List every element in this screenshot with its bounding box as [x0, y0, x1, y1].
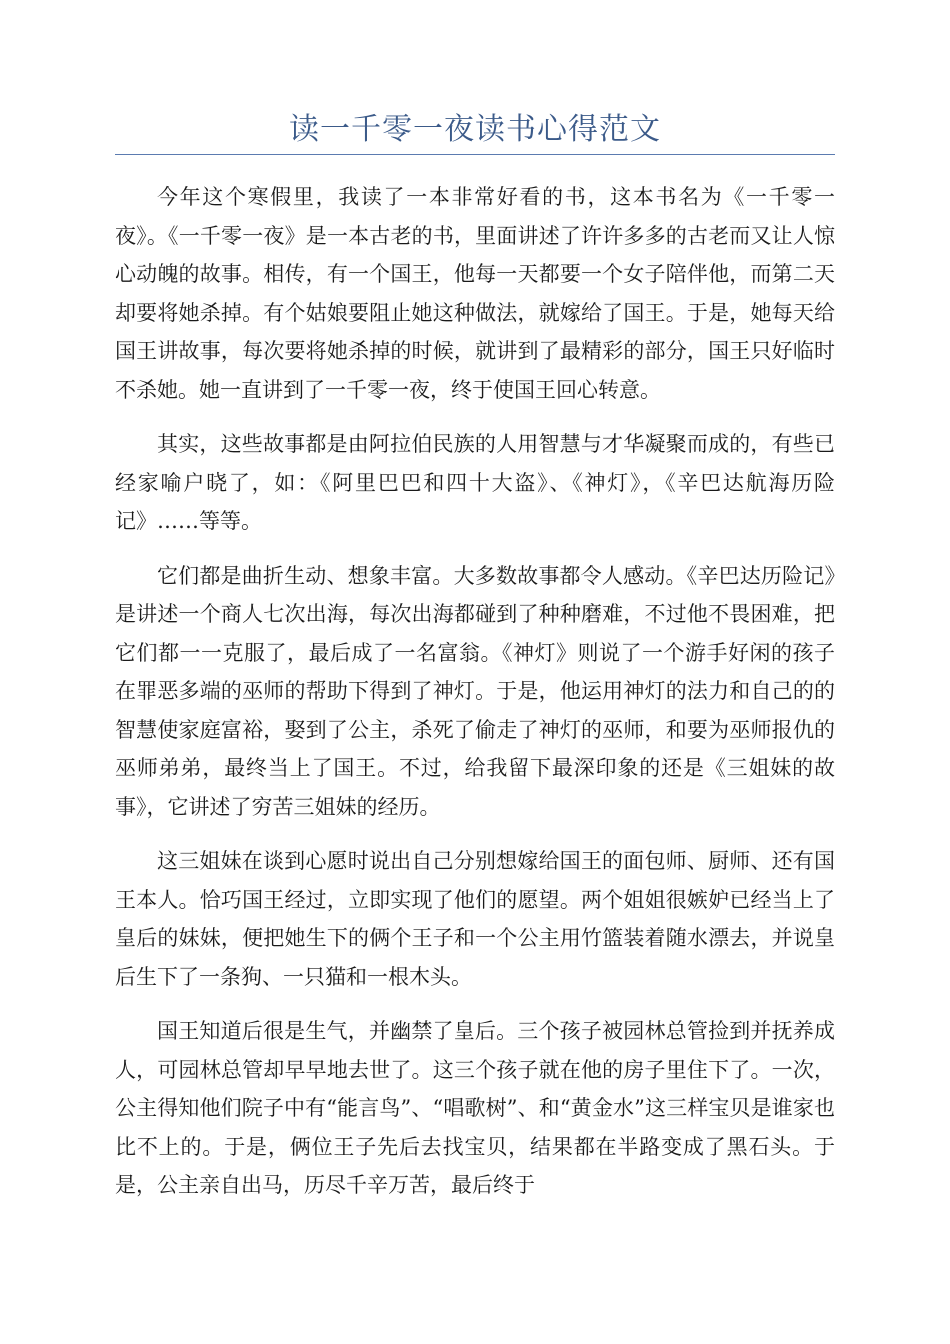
paragraph-4: 这三姐妹在谈到心愿时说出自己分别想嫁给国王的面包师、厨师、还有国王本人。恰巧国王经过，立即实现了他们的愿望。两个姐姐很嫉妒已经当上了皇后的妹妹，便把她生下的俩个王子和一个公主用竹篮装着随水漂去，并说皇后生下了一条狗、一只猫和一根木头。	[115, 849, 835, 989]
paragraph-2: 其实，这些故事都是由阿拉伯民族的人用智慧与才华凝聚而成的，有些已经家喻户晓了，如：《阿里巴巴和四十大盗》、《神灯》，《辛巴达航海历险记》……等等。	[115, 432, 835, 533]
document-title: 读一千零一夜读书心得范文	[289, 112, 661, 147]
paragraph-1: 今年这个寒假里，我读了一本非常好看的书，这本书名为《一千零一夜》。《一千零一夜》是一本古老的书，里面讲述了许许多多的古老而又让人惊心动魄的故事。相传，有一个国王，他每一天都要一个女子陪伴他，而第二天却要将她杀掉。有个姑娘要阻止她这种做法，就嫁给了国王。于是，她每天给国王讲故事，每次要将她杀掉的时候，就讲到了最精彩的部分，国王只好临时不杀她。她一直讲到了一千零一夜，终于使国王回心转意。	[115, 185, 835, 402]
paragraph-3: 它们都是曲折生动、想象丰富。大多数故事都令人感动。《辛巴达历险记》是讲述一个商人七次出海，每次出海都碰到了种种磨难，不过他不畏困难，把它们都一一克服了，最后成了一名富翁。《神灯》则说了一个游手好闲的孩子在罪恶多端的巫师的帮助下得到了神灯。于是，他运用神灯的法力和自己的的智慧使家庭富裕，娶到了公主，杀死了偷走了神灯的巫师，和要为巫师报仇的巫师弟弟，最终当上了国王。不过，给我留下最深印象的还是《三姐妹的故事》，它讲述了穷苦三姐妹的经历。	[115, 563, 835, 819]
paragraph-5: 国王知道后很是生气，并幽禁了皇后。三个孩子被园林总管捡到并抚养成人，可园林总管却早早地去世了。这三个孩子就在他的房子里住下了。一次，公主得知他们院子中有“能言鸟”、“唱歌树”、和“黄金水”这三样宝贝是谁家也比不上的。于是，俩位王子先后去找宝贝，结果都在半路变成了黑石头。于是，公主亲自出马，历尽千辛万苦，最后终于	[115, 1019, 835, 1197]
title-underline	[115, 154, 835, 155]
document-body	[115, 178, 835, 1205]
